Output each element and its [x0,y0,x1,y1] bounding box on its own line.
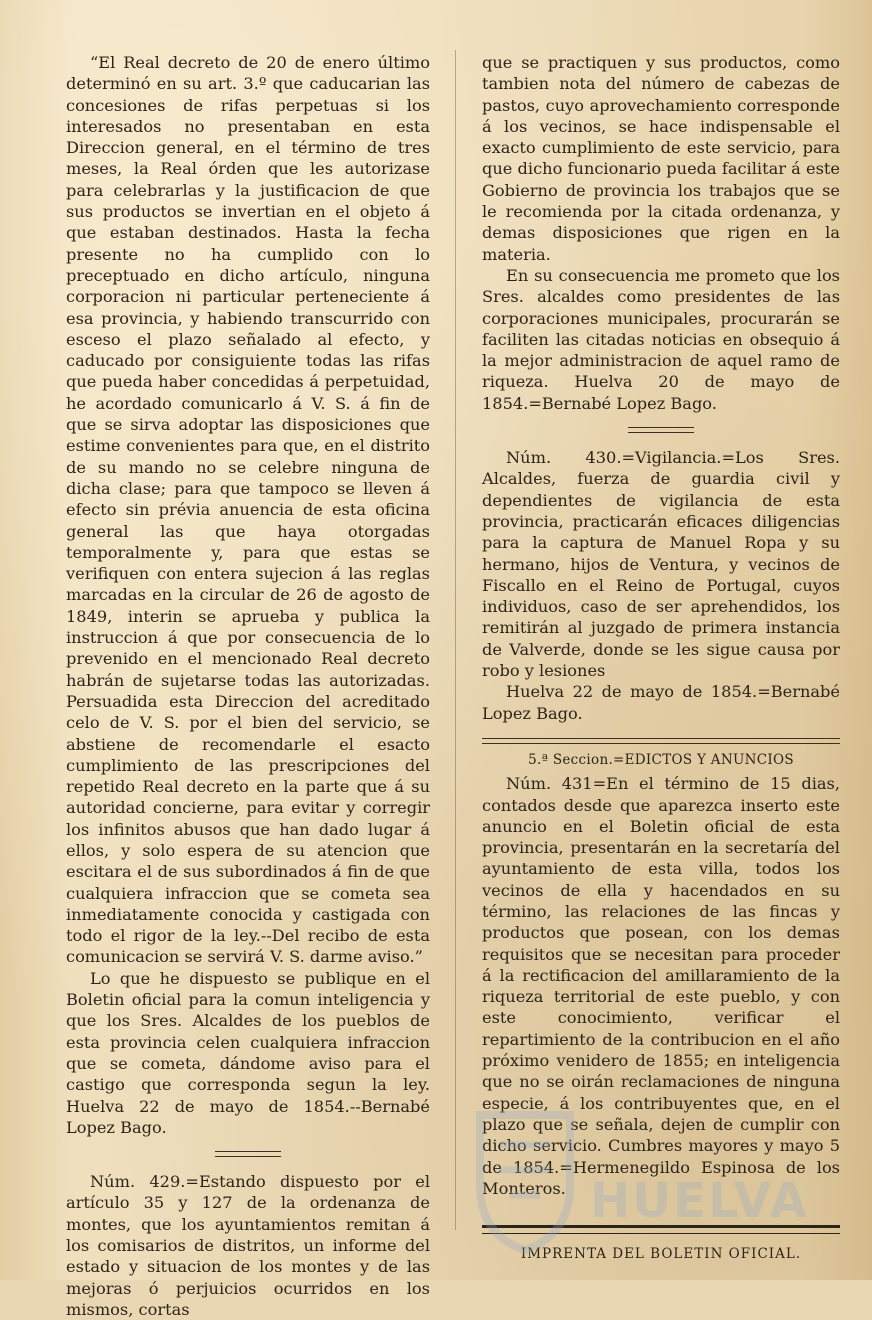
section-separator [215,1151,281,1157]
section-rule [482,738,840,744]
notice-430-signature: Huelva 22 de mayo de 1854.=Bernabé Lopez Bago. [482,682,840,723]
column-divider [455,50,456,1230]
notice-429-closing: En su consecuencia me prometo que los Sres. alcaldes como presidentes de las corporaciones municipales, procurarán se faciliten las citadas noticias en obsequio á la mejor administracion de aquel ramo de riqueza. Huelva 20 de mayo de 1854.=Bernabé Lopez Bago. [482,265,840,413]
imprint-line: IMPRENTA DEL BOLETIN OFICIAL. [520,1246,802,1263]
decree-quote-paragraph: “El Real decreto de 20 de enero último determinó en su art. 3.º que caducarian las concesiones de rifas perpetuas si los interesados no presentaban en esta Direccion general, en el término de tres meses, la Real órden que les autorizase para celebrarlas y la justificacion de que sus productos se invertian en el objeto á que estaban destinados. Hasta la fecha presente no ha cumplido con lo preceptuado en dicho artículo, ninguna corporacion ni particular perteneciente á esa provincia, y habiendo transcurrido con esceso el plazo señalado al efecto, y caducado por consiguiente todas las rifas que pueda haber concedidas á perpetuidad, he acordado comunicarlo á V. S. á fin de que se sirva adoptar las disposiciones que estime convenientes para que, en el distrito de su mando no se celebre ninguna de dicha clase; para que tampoco se lleven á efecto sin prévia anuencia de esta oficina general las que haya otorgadas temporalmente y, para que estas se verifiquen con entera sujecion á las reglas marcadas en la circular de 26 de agosto de 1849, interin se aprueba y publica la instruccion á que por consecuencia de lo prevenido en el mencionado Real decreto habrán de sujetarse todas las autorizadas. Persuadida esta Direccion del acreditado celo de V. S. por el bien del servicio, se abstiene de recomendarle el esacto cumplimiento de las prescripciones del repetido Real decreto en la parte que á su autoridad concierne, para evitar y corregir los infinitos abusos que han dado lugar á ellos, y solo espera de su atencion que escitara el de sus subordinados á fin de que cualquiera infraccion que se cometa sea inmediatamente conocida y castigada con todo el rigor de la ley.--Del recibo de esta comunicacion se servirá V. S. darme aviso.” [66,53,430,967]
right-column [482,52,840,1265]
watermark-text: HUELVA [590,1173,809,1229]
notice-431-paragraph: Núm. 431=En el término de 15 dias, contados desde que aparezca inserto este anuncio en el Boletin oficial de esta provincia, presentarán en la secretaría del ayuntamiento de esta villa, todos los vecinos de ella y hacendados en su término, las relaciones de las fincas y productos que posean, con los demas requisitos que se necesitan para proceder á la rectificacion del amillaramiento de la riqueza territorial de este pueblo, y con este conocimiento, verificar el repartimiento de la contribucion en el año próximo venidero de 1855; en inteligencia que no se oirán reclamaciones de ninguna especie, á los contribuyentes que, en el plazo que se señala, dejen de cumplir con dicho servicio. Cumbres mayores y mayo 5 de 1854.=Hermenegildo Espinosa de los Monteros. [482,774,840,1198]
provincial-shield-icon [470,1105,580,1255]
left-column [66,52,430,1320]
notice-429-paragraph: Núm. 429.=Estando dispuesto por el artículo 35 y 127 de la ordenanza de montes, que los ayuntamientos remitan á los comisarios de distritos, un informe del estado y situacion de los montes y de las mejoras ó perjuicios ocurridos en los mismos, cortas [66,1172,430,1319]
publication-order-paragraph: Lo que he dispuesto se publique en el Boletin oficial para la comun inteligencia y que los Sres. Alcaldes de los pueblos de esta provincia celen cualquiera infraccion que se cometa, dándome aviso para el castigo que corresponda segun la ley. Huelva 22 de mayo de 1854.--Bernabé Lopez Bago. [66,968,430,1137]
huelva-watermark [470,1085,809,1265]
section-heading: 5.ª Seccion.=EDICTOS Y ANUNCIOS [528,751,794,768]
notice-430-paragraph: Núm. 430.=Vigilancia.=Los Sres. Alcaldes, fuerza de guardia civil y dependientes de vigilancia de esta provincia, practicarán eficaces diligencias para la captura de Manuel Ropa y su hermano, hijos de Ventura, y vecinos de Fiscallo en el Reino de Portugal, cuyos individuos, caso de ser aprehendidos, los remitirán al juzgado de primera instancia de Valverde, donde se les sigue causa por robo y lesiones [482,448,840,681]
section-separator [628,427,694,433]
notice-429-continuation: que se practiquen y sus productos, como tambien nota del número de cabezas de pastos, cuyo aprovechamiento corresponde á los vecinos, se hace indispensable el exacto cumplimiento de este servicio, para que dicho funcionario pueda facilitar á este Gobierno de provincia los trabajos que se le recomienda por la citada ordenanza, y demas disposiciones que rigen en la materia. [482,53,840,264]
